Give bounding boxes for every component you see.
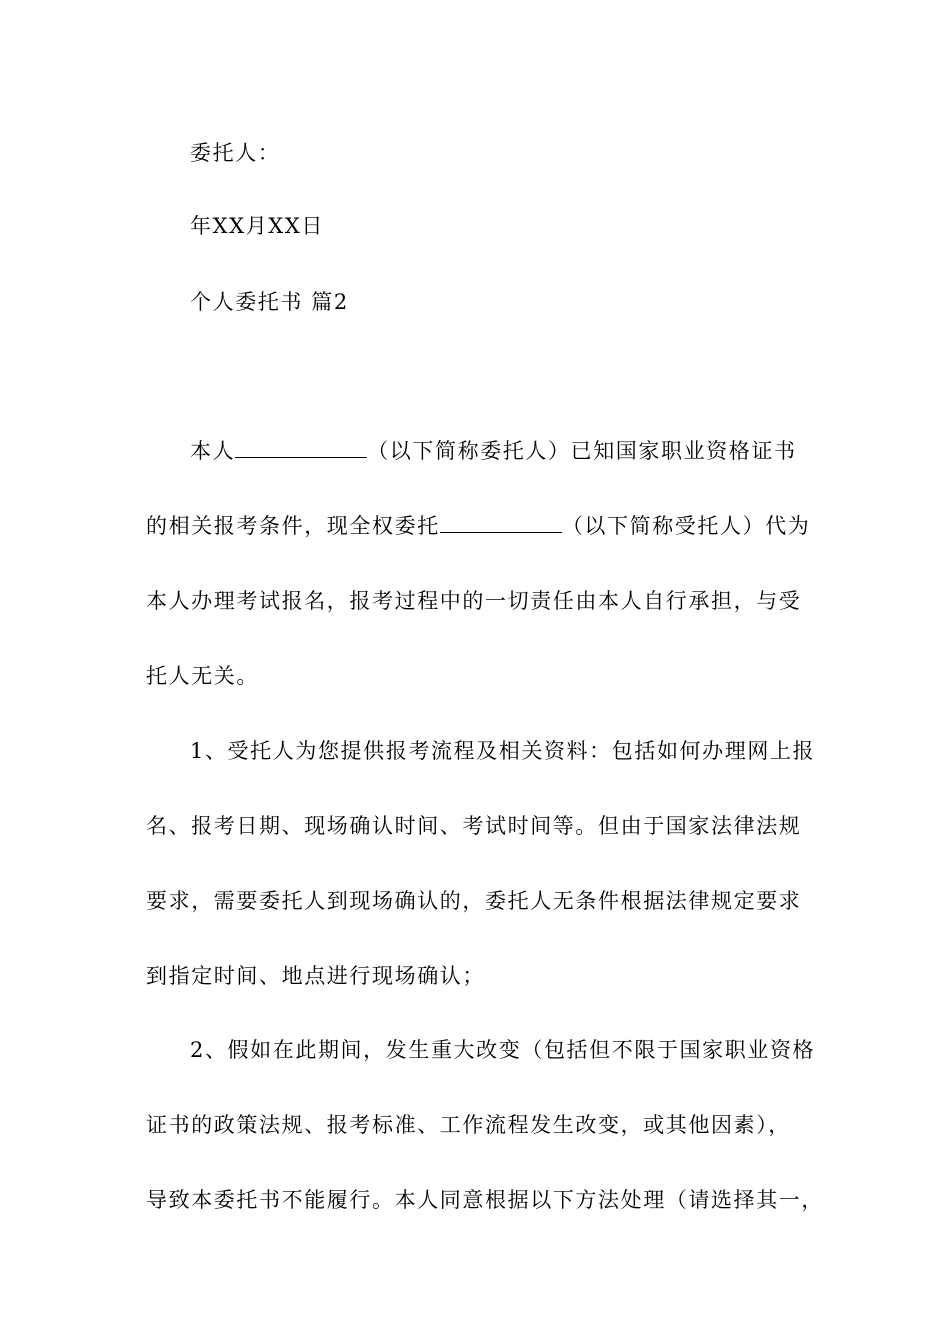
date-line: 年XX月XX日 (190, 214, 325, 238)
principal-name-blank (235, 437, 367, 458)
item2-line1: 2、假如在此期间，发生重大改变（包括但不限于国家职业资格 (190, 1038, 816, 1062)
paragraph1-line3: 本人办理考试报名，报考过程中的一切责任由本人自行承担，与受 (146, 589, 802, 613)
paragraph1-line2 (146, 512, 826, 540)
item1-line3: 要求，需要委托人到现场确认的，委托人无条件根据法律规定要求 (146, 889, 802, 913)
section-title: 个人委托书 篇2 (190, 290, 349, 314)
item1-line1: 1、受托人为您提供报考流程及相关资料：包括如何办理网上报 (190, 739, 816, 763)
principal-label: 委托人： (190, 141, 281, 165)
item1-line2: 名、报考日期、现场确认时间、考试时间等。但由于国家法律法规 (146, 814, 802, 838)
text-segment: 本人 (190, 439, 236, 463)
item2-line2: 证书的政策法规、报考标准、工作流程发生改变，或其他因素）， (146, 1113, 791, 1137)
item2-line3: 导致本委托书不能履行。本人同意根据以下方法处理（请选择其一， (146, 1188, 824, 1212)
item1-line4: 到指定时间、地点进行现场确认； (146, 964, 485, 988)
text-segment: （以下简称受托人）代为 (561, 514, 811, 538)
text-segment: （以下简称委托人）已知国家职业资格证书 (367, 439, 797, 463)
paragraph1-line1 (146, 437, 870, 465)
paragraph1-line4: 托人无关。 (146, 664, 259, 688)
text-segment: 的相关报考条件，现全权委托 (146, 514, 440, 538)
agent-name-blank (440, 512, 562, 533)
